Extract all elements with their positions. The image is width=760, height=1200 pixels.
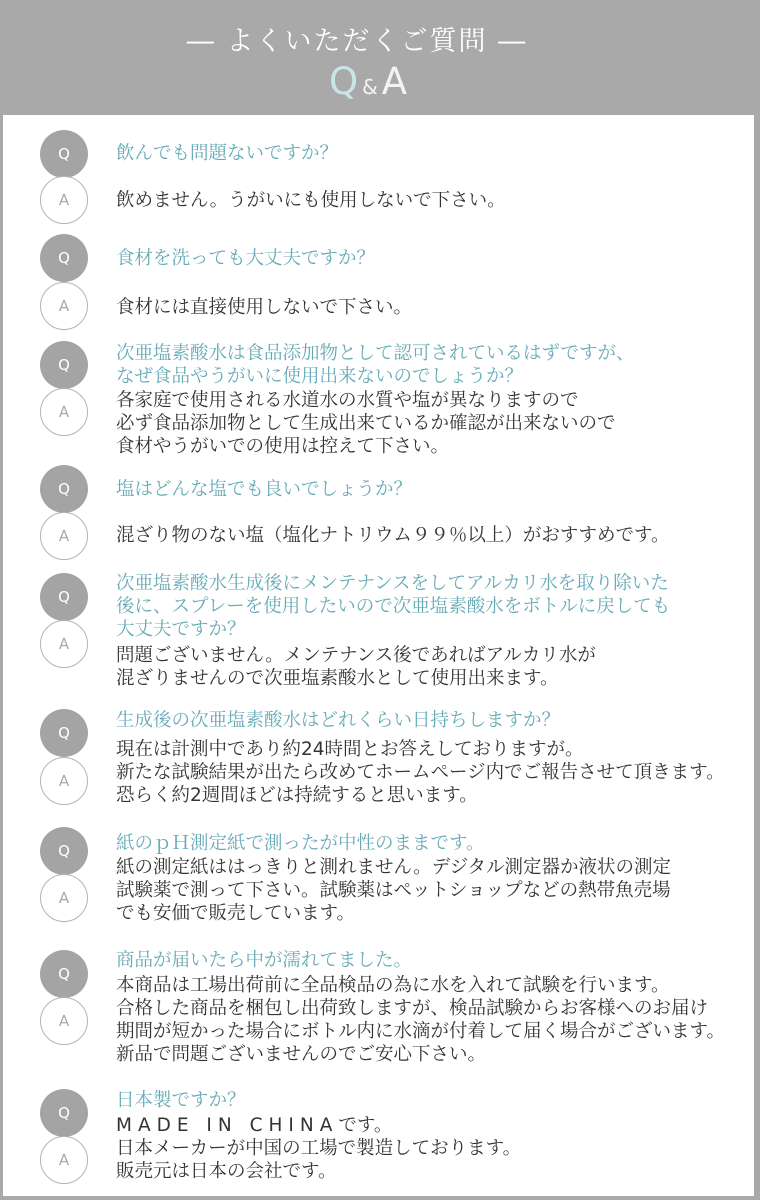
faq-question: 食材を洗っても大丈夫ですか？ bbox=[116, 248, 376, 269]
q-badge: Q bbox=[40, 234, 88, 282]
q-badge: Q bbox=[40, 341, 88, 389]
made-in-china-text: MADE IN CHINA bbox=[116, 1115, 339, 1136]
q-badge: Q bbox=[40, 130, 88, 178]
q-badge: Q bbox=[40, 950, 88, 998]
a-badge: A bbox=[40, 512, 88, 560]
faq-answer: 本商品は工場出荷前に全品検品の為に水を入れて試験を行います。 合格した商品を梱包し出荷致しますが、検品試験からお客様へのお届け 期間が短かった場合にボトル内に水滴が付着して届く場合がございます。 新品で問題ございませんのでご安心下さい。 bbox=[116, 975, 726, 1065]
header-banner bbox=[0, 0, 760, 115]
faq-question: 日本製ですか？ bbox=[116, 1090, 246, 1111]
faq-answer: 現在は計測中であり約24時間とお答えしておりますが。 新たな試験結果が出たら改めてホームページ内でご報告させて頂きます。 恐らく約2週間ほどは持続すると思います。 bbox=[116, 739, 725, 806]
faq-answer: MADE IN CHINAです。 日本メーカーが中国の工場で製造しております。 販売元は日本の会社です。 bbox=[116, 1115, 522, 1182]
faq-answer: 飲めません。うがいにも使用しないで下さい。 bbox=[116, 190, 506, 211]
a-badge: A bbox=[40, 388, 88, 436]
a-badge: A bbox=[40, 874, 88, 922]
faq-answer: 食材には直接使用しないで下さい。 bbox=[116, 297, 413, 318]
qa-heading-amp: & bbox=[362, 75, 378, 99]
faq-question: 生成後の次亜塩素酸水はどれくらい日持ちしますか？ bbox=[116, 710, 561, 731]
q-badge: Q bbox=[40, 709, 88, 757]
faq-question: 次亜塩素酸水生成後にメンテナンスをしてアルカリ水を取り除いた 後に、スプレーを使用したいので次亜塩素酸水をボトルに戻しても 大丈夫ですか？ bbox=[116, 573, 671, 640]
faq-answer: 混ざり物のない塩（塩化ナトリウム９９％以上）がおすすめです。 bbox=[116, 525, 670, 546]
qa-heading bbox=[0, 60, 736, 103]
a-badge: A bbox=[40, 757, 88, 805]
a-badge: A bbox=[40, 997, 88, 1045]
q-badge: Q bbox=[40, 1089, 88, 1137]
a-badge: A bbox=[40, 176, 88, 224]
q-badge: Q bbox=[40, 573, 88, 621]
faq-question: 紙のｐＨ測定紙で測ったが中性のままです。 bbox=[116, 833, 485, 854]
faq-question: 次亜塩素酸水は食品添加物として認可されているはずですが、 なぜ食品やうがいに使用出来ないのでしょうか？ bbox=[116, 343, 635, 387]
q-badge: Q bbox=[40, 827, 88, 875]
faq-question: 商品が届いたら中が濡れてました。 bbox=[116, 950, 413, 971]
a-badge: A bbox=[40, 620, 88, 668]
q-badge: Q bbox=[40, 465, 88, 513]
faq-question: 飲んでも問題ないですか？ bbox=[116, 143, 339, 164]
faq-answer: 各家庭で使用される水道水の水質や塩が異なりますので 必ず食品添加物として生成出来ているか確認が出来ないので 食材やうがいでの使用は控えて下さい。 bbox=[116, 390, 616, 457]
a-badge: A bbox=[40, 282, 88, 330]
qa-heading-a: A bbox=[381, 60, 408, 103]
qa-heading-q: Q bbox=[328, 60, 359, 103]
page-title: ― よくいただくご質問 ― bbox=[186, 26, 528, 57]
a-badge: A bbox=[40, 1136, 88, 1184]
faq-answer: 問題ございません。メンテナンス後であればアルカリ水が 混ざりませんので次亜塩素酸水として使用出来ます。 bbox=[116, 645, 596, 689]
faq-question: 塩はどんな塩でも良いでしょうか？ bbox=[116, 479, 413, 500]
faq-answer: 紙の測定紙ははっきりと測れません。デジタル測定器か液状の測定 試験薬で測って下さい。試験薬はペットショップなどの熱帯魚売場 でも安価で販売しています。 bbox=[116, 857, 672, 924]
